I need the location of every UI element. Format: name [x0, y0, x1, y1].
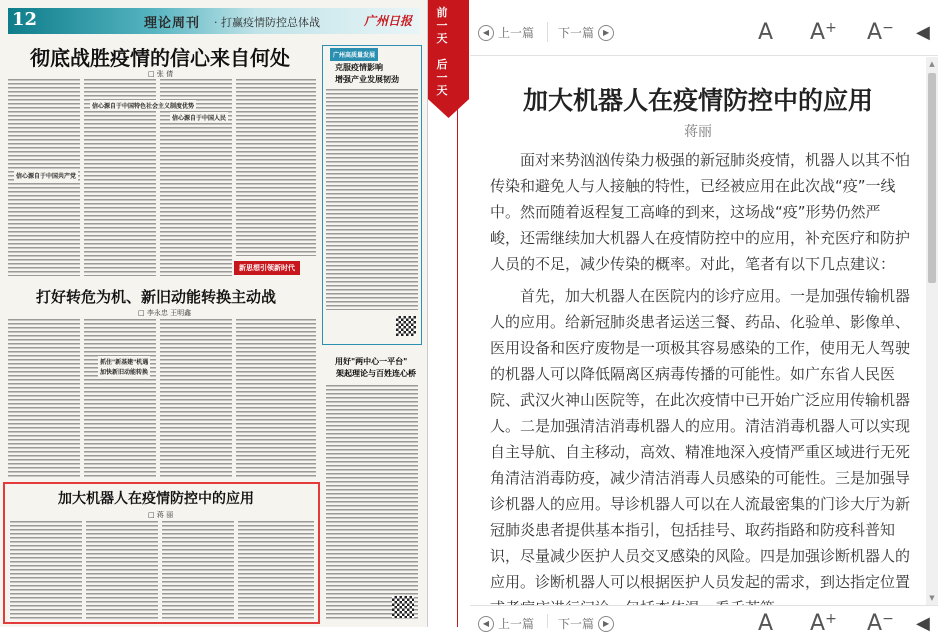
- font-size-increase-button[interactable]: [810, 20, 837, 45]
- scroll-down-arrow-icon[interactable]: ▼: [929, 594, 935, 602]
- next-day-link[interactable]: 后 一 天: [436, 58, 448, 97]
- plus-icon: +: [825, 20, 837, 36]
- article-title: 加大机器人在疫情防控中的应用: [522, 88, 873, 115]
- text-column: [10, 520, 82, 620]
- subheading: 信心源自于中国人民: [170, 112, 228, 123]
- text-column: [160, 318, 232, 478]
- section-title: 理论周刊: [144, 16, 201, 31]
- byline-article-3: □ 蒋 丽: [148, 511, 174, 519]
- article-content: [470, 57, 926, 605]
- prev-article-label: 上一篇: [498, 617, 535, 631]
- headline-article-3[interactable]: 加大机器人在疫情防控中的应用: [58, 491, 254, 507]
- prev-article-label: 上一篇: [498, 26, 535, 40]
- minus-icon: −: [882, 611, 894, 627]
- scroll-up-arrow-icon[interactable]: ▲: [929, 60, 935, 68]
- speaker-icon[interactable]: ◀: [916, 22, 930, 43]
- byline-article-2: □ 李永忠 王明鑫: [138, 309, 192, 317]
- reader-toolbar-top: [470, 0, 938, 56]
- text-column: [8, 318, 80, 478]
- next-article-button-bottom[interactable]: [558, 615, 614, 632]
- font-size-default-button-bottom[interactable]: A: [758, 611, 774, 636]
- headline-article-1[interactable]: 彻底战胜疫情的信心来自何处: [30, 46, 290, 70]
- text-column: [326, 384, 418, 620]
- qr-code: [396, 316, 416, 336]
- toolbar-divider: [547, 22, 548, 42]
- text-column: [236, 318, 316, 478]
- page-number: 12: [12, 9, 38, 30]
- vertical-scrollbar[interactable]: [926, 57, 938, 605]
- box-subheadline[interactable]: 增强产业发展韧劲: [335, 74, 399, 84]
- box-headline[interactable]: 克服疫情影响: [335, 62, 383, 72]
- reader-toolbar-bottom: [470, 605, 938, 636]
- chevron-left-icon: ◀: [478, 616, 494, 632]
- speaker-icon[interactable]: ◀: [916, 613, 930, 634]
- box-tag: 广州高质量发展: [330, 48, 378, 61]
- article-body: [490, 147, 910, 627]
- font-size-decrease-button-bottom[interactable]: [867, 611, 894, 636]
- chevron-right-icon: ▶: [598, 616, 614, 632]
- newspaper-logo: 广州日报: [363, 14, 412, 28]
- prev-article-button[interactable]: [478, 24, 534, 41]
- text-column: [326, 88, 418, 310]
- text-column: [86, 520, 158, 620]
- subheading: 加快新旧动能转换: [98, 366, 150, 377]
- next-article-button[interactable]: [558, 24, 614, 41]
- next-article-label: 下一篇: [558, 26, 595, 40]
- section-subtitle: · 打赢疫情防控总体战: [214, 16, 320, 29]
- font-size-default-button[interactable]: A: [758, 20, 774, 45]
- subheading: 信心源自于中国共产党: [14, 170, 78, 181]
- chevron-right-icon: ▶: [598, 25, 614, 41]
- prev-day-link[interactable]: 前 一 天: [436, 6, 448, 45]
- qr-code: [392, 596, 414, 618]
- text-column: [84, 318, 156, 478]
- article-paragraph: 首先，加大机器人在医院内的诊疗应用。一是加强传输机器人的应用。给新冠肺炎患者运送三餐、药品、化验单、影像单、医用设备和医疗废物是一项极其容易感染的工作，使用无人驾驶的机器人可以降低隔离区病毒传播的可能性。如广东省人民医院、武汉火神山医院等，在此次疫情中已开始广泛应用传输机器人。二是加强清洁消毒机器人的应用。清洁消毒机器人可以实现自主导航、自主移动，高效、精准地深入疫情严重区域进行无死角清洁消毒防疫，减少清洁消毒人员感染的可能性。三是加强导诊机器人的应用。导诊机器人可以在人流最密集的门诊大厅为新冠肺炎患者提供基本指引，包括挂号、取药指路和防疫科普知识，尽量减少医护人员交叉感染的风险。四是加强诊断机器人的应用。诊断机器人可以根据医护人员发起的需求，到达指定位置: [490, 287, 911, 591]
- subheading: 抓住"新基建"机遇: [98, 356, 150, 367]
- font-size-decrease-letter: A: [867, 611, 883, 636]
- masthead: [8, 8, 420, 34]
- next-article-label: 下一篇: [558, 617, 595, 631]
- font-size-increase-letter: A: [810, 611, 826, 636]
- sidebar-headline[interactable]: 用好"两中心一平台": [335, 356, 408, 366]
- headline-article-2[interactable]: 打好转危为机、新旧动能转换主动战: [36, 288, 277, 306]
- plus-icon: +: [825, 611, 837, 627]
- prev-article-button-bottom[interactable]: [478, 615, 534, 632]
- article-paragraph: 面对来势汹汹传染力极强的新冠肺炎疫情，机器人以其不怕传染和避免人与人接触的特性，已经被应用在此次战“疫”一线中。然而随着返程复工高峰的到来，这场战“疫”形势仍然严峻，还需继续加大机器人在疫情防控中的应用，补充医疗和防护人员的不足，减少传染的概率。对此，笔者有以下几点建议：: [490, 151, 911, 273]
- day-navigation-tab: [428, 0, 469, 627]
- text-column: [162, 520, 234, 620]
- banner-badge: 新思想引领新时代: [234, 261, 300, 275]
- chevron-left-icon: ◀: [478, 25, 494, 41]
- newspaper-page: [0, 0, 428, 627]
- sidebar-subheadline[interactable]: 架起理论与百姓连心桥: [336, 368, 416, 378]
- font-size-decrease-letter: A: [867, 20, 883, 45]
- text-column: [238, 520, 314, 620]
- text-column: [236, 78, 316, 256]
- font-size-increase-letter: A: [810, 20, 826, 45]
- scrollbar-thumb[interactable]: [928, 73, 936, 283]
- article-author: 蒋丽: [684, 124, 712, 140]
- minus-icon: −: [882, 20, 894, 36]
- font-size-decrease-button[interactable]: [867, 20, 894, 45]
- subheading: 信心源自于中国特色社会主义制度优势: [90, 100, 196, 111]
- font-size-increase-button-bottom[interactable]: [810, 611, 837, 636]
- byline-article-1: □ 张 倩: [148, 70, 174, 78]
- article-reader: [470, 0, 938, 636]
- toolbar-divider: [547, 614, 548, 628]
